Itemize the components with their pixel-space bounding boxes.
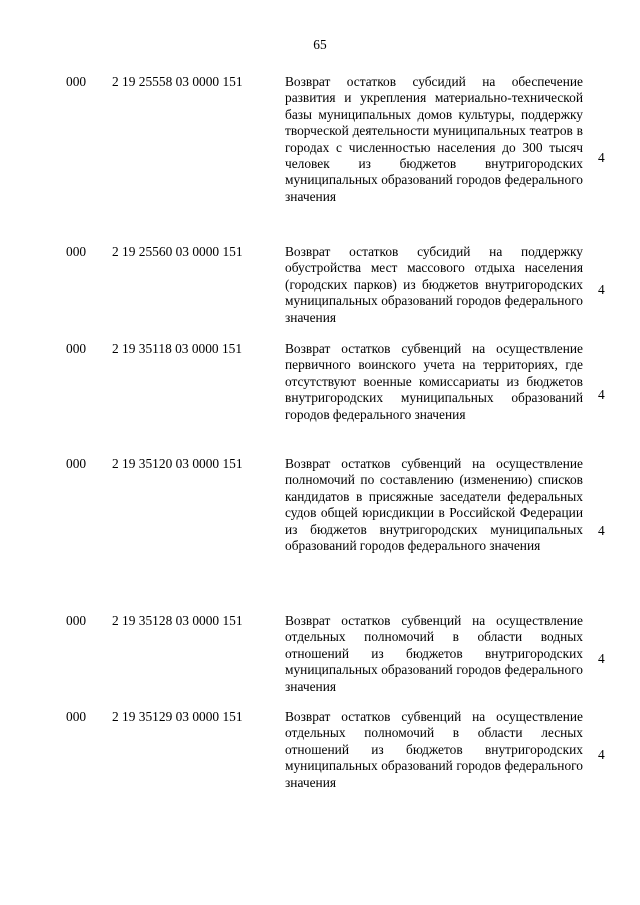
admin-code: 000 xyxy=(66,709,87,724)
row-value: 4 xyxy=(598,387,605,402)
row-description: Возврат остатков субвенций на осуществление полномочий по составлению (изменению) списков кандидатов в присяжные заседатели федеральных судов общей юрисдикции в Российской Федерации из бюджетов внутригородских муниципальных образований городов федерального значения xyxy=(285,456,583,554)
admin-code: 000 xyxy=(66,456,87,471)
row-value: 4 xyxy=(598,747,605,762)
admin-code: 000 xyxy=(66,341,87,356)
page-number: 65 xyxy=(313,37,327,52)
budget-code: 2 19 35129 03 0000 151 xyxy=(112,709,243,724)
admin-code: 000 xyxy=(66,74,87,89)
admin-code: 000 xyxy=(66,613,87,628)
row-value: 4 xyxy=(598,651,605,666)
row-description: Возврат остатков субсидий на поддержку обустройства мест массового отдыха населения (городских парков) из бюджетов внутригородских муниципальных образований городов федерального значения xyxy=(285,244,583,325)
row-value: 4 xyxy=(598,282,605,297)
admin-code: 000 xyxy=(66,244,87,259)
row-description: Возврат остатков субвенций на осуществление первичного воинского учета на территориях, где отсутствуют военные комиссариаты из бюджетов внутригородских муниципальных образований городов федерального значения xyxy=(285,341,583,422)
row-description: Возврат остатков субвенций на осуществление отдельных полномочий в области водных отношений из бюджетов внутригородских муниципальных образований городов федерального значения xyxy=(285,613,583,694)
budget-code: 2 19 35118 03 0000 151 xyxy=(112,341,243,356)
row-description: Возврат остатков субвенций на осуществление отдельных полномочий в области лесных отношений из бюджетов внутригородских муниципальных образований городов федерального значения xyxy=(285,709,583,790)
row-description: Возврат остатков субсидий на обеспечение развития и укрепления материально-технической базы муниципальных домов культуры, поддержку творческой деятельности муниципальных театров в городах с численностью населения до 300 тысяч человек из бюджетов внутригородских муниципальных образований городов федерального значения xyxy=(285,74,583,204)
row-value: 4 xyxy=(598,523,605,538)
row-value: 4 xyxy=(598,150,605,165)
budget-code: 2 19 35128 03 0000 151 xyxy=(112,613,243,628)
budget-code: 2 19 35120 03 0000 151 xyxy=(112,456,243,471)
budget-code: 2 19 25558 03 0000 151 xyxy=(112,74,243,89)
budget-code: 2 19 25560 03 0000 151 xyxy=(112,244,243,259)
